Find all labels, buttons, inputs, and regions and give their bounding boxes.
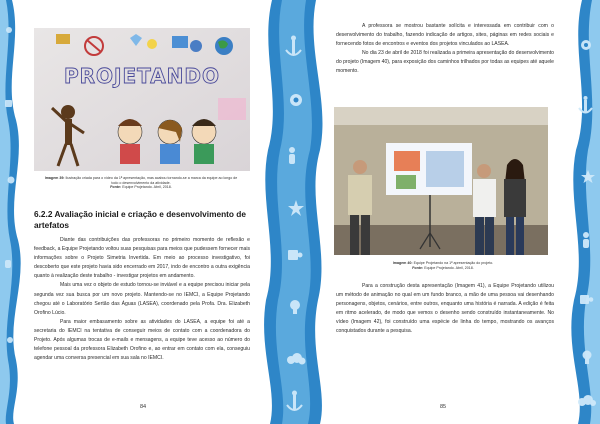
right-page: [330, 0, 560, 424]
paragraph: A professora se mostrou bastante solícita e interessada em contribuir com o desenvolvimento do trabalho, fazendo indicação de artigos, sites, páginas em redes sociais e fornecendo fotos de encontros e eventos dos projetos vinculados ao LASEA.: [336, 23, 554, 48]
left-page: [28, 0, 254, 424]
drawing-word: PROJETANDO: [63, 64, 221, 88]
page-number: 85: [440, 404, 447, 410]
gear-icon: [8, 177, 15, 184]
figure-40-label: Imagem 40:: [392, 261, 413, 265]
lightbulb-icon: [5, 260, 11, 268]
paragraph: Diante das contribuições das professoras no primeiro momento de reflexão e feedback, a Equipe Projetando voltou suas pesquisas para meios que pudessem fornecer mais informações sobre o Projeto Simetria Invertida. Em meio ao processo investigativo, foi descoberto que este projeto havia sido encerrado em 2017, indo de encontro a outra exigência quanto à realização deste trabalho - investigar projetos em andamento.: [34, 237, 250, 280]
cloud-icon: [7, 337, 13, 343]
paragraph: Para maior embasamento sobre as atividades do LASEA, a equipe foi até a secretaria do IEMCI na tentativa de conseguir meios de contato com a coordenadora do Projeto. Após algumas trocas de e-mails e mensagens, a equipe teve acesso ao número do telefone pessoal da professora Elizabeth Orofino e, ao entrar em contato com ela, conseguiu agendar uma conversa presencial em sua sala no IEMCI.: [34, 318, 250, 362]
figure-40-source-label: Fonte:: [412, 265, 424, 270]
page-number: 84: [140, 404, 147, 410]
person-icon: [583, 232, 589, 248]
right-body-text-bottom: [336, 282, 554, 337]
star-icon: [6, 27, 12, 33]
gear-icon: [581, 40, 591, 50]
figure-39-source-label: Fonte:: [110, 185, 122, 190]
figure-39-caption: [42, 176, 240, 190]
right-decorative-border: [562, 0, 600, 424]
puzzle-icon: [5, 100, 12, 107]
figure-39-label: Imagem 39:: [44, 176, 65, 180]
person-icon: [289, 147, 295, 164]
gear-icon: [290, 94, 302, 106]
figure-39-text: Ilustração criada para o vídeo da 1ª apresentação, mas acabou tornando-se a marca da equipe ao longo de todo o desenvolvimento da atividade.: [65, 176, 238, 185]
paragraph: Para a construção desta apresentação (Imagem 41), a Equipe Projetando utilizou um método de animação no qual em um fundo branco, a mão de uma pessoa vai desenhando personagens, objetos, cenários, entre outros, enquanto uma história é narrada. A edição é feita em ritmo acelerado, de modo que vemos o desenho sendo construído instantaneamente. No vídeo (Imagem 42), foi construído uma espécie de linha do tempo, mostrando os avanços conquistados durante a pesquisa.: [336, 283, 554, 335]
center-decorative-border: [258, 0, 330, 424]
figure-39-source: Equipe Projetando. Abril, 2018.: [122, 185, 172, 190]
left-decorative-border: [0, 0, 26, 424]
section-heading: 6.2.2 Avaliação inicial e criação e desenvolvimento de artefatos: [34, 209, 246, 230]
figure-40-source: Equipe Projetando. Abril, 2018.: [424, 265, 474, 270]
projetando-drawing-photo: [34, 28, 250, 171]
figure-40-text: Equipe Projetando na 1ª apresentação do projeto.: [413, 261, 494, 265]
paragraph: Mais uma vez o objeto de estudo tornou-se inviável e a equipe precisou iniciar pela segunda vez sua busca por um novo projeto. Mantendo-se no IEMCI, a Equipe Projetando chegou até o Laboratório Sertão das Águas (LASEA), coordenado pela Profa. Dra. Elizabeth Orofino Lúcio.: [34, 282, 250, 316]
figure-40-caption: [344, 261, 542, 270]
presentation-photo: [334, 107, 548, 255]
right-body-text-top: [336, 22, 554, 77]
paragraph: No dia 23 de abril de 2018 foi realizada a primeira apresentação do desenvolvimento do projeto (Imagem 40), para exposição dos caminhos trilhados por todas as equipes até aquele momento.: [336, 50, 554, 75]
left-body-text: [34, 236, 250, 363]
